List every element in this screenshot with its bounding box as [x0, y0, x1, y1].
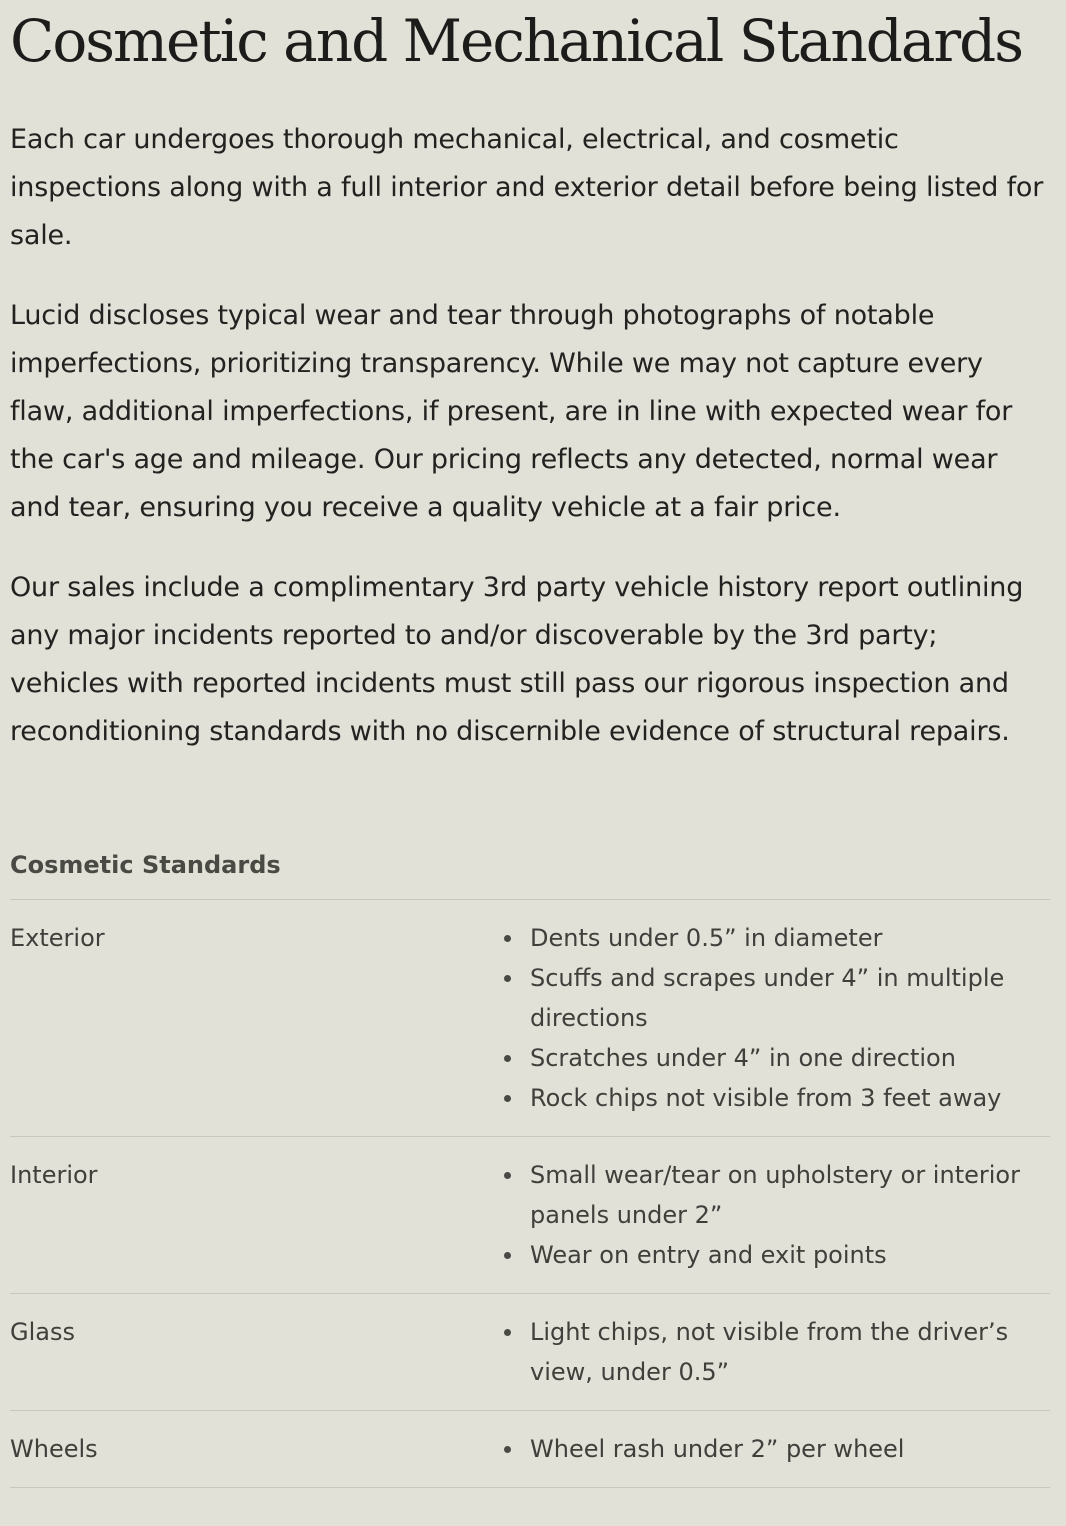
cosmetic-standards-table — [10, 900, 1050, 1488]
list-item: Scratches under 4” in one direction — [502, 1038, 1050, 1078]
intro-paragraph-inspection: Each car undergoes thorough mechanical, electrical, and cosmetic inspections along with a full interior and exterior detail before being listed for sale. — [10, 124, 1044, 251]
row-label: Glass — [10, 1318, 75, 1346]
intro-section — [10, 116, 1050, 756]
standards-row-glass — [10, 1294, 1050, 1411]
intro-paragraph-wear-and-tear: Lucid discloses typical wear and tear through photographs of notable imperfections, prioritizing transparency. While we may not capture every flaw, additional imperfections, if present, are in line with expected wear for the car's age and mileage. Our pricing reflects any detected, normal wear and tear, ensuring you receive a quality vehicle at a fair price. — [10, 300, 1013, 523]
list-item: Small wear/tear on upholstery or interior panels under 2” — [502, 1155, 1050, 1235]
row-label: Interior — [10, 1161, 98, 1189]
standards-row-exterior — [10, 900, 1050, 1137]
standards-list — [502, 918, 1050, 1118]
standards-row-wheels — [10, 1411, 1050, 1488]
row-label: Wheels — [10, 1435, 98, 1463]
standards-list — [502, 1312, 1050, 1392]
standards-list — [502, 1429, 1050, 1469]
row-label: Exterior — [10, 924, 105, 952]
list-item: Wheel rash under 2” per wheel — [502, 1429, 1050, 1469]
intro-paragraph-history-report: Our sales include a complimentary 3rd party vehicle history report outlining any major incidents reported to and/or discoverable by the 3rd party; vehicles with reported incidents must still pass our rigorous inspection and reconditioning standards with no discernible evidence of structural repairs. — [10, 572, 1024, 747]
list-item: Light chips, not visible from the driver’s view, under 0.5” — [502, 1312, 1050, 1392]
standards-list — [502, 1155, 1050, 1275]
page — [0, 6, 1066, 1526]
page-title: Cosmetic and Mechanical Standards — [10, 7, 1023, 75]
cosmetic-standards-heading: Cosmetic Standards — [10, 850, 1050, 900]
list-item: Wear on entry and exit points — [502, 1235, 1050, 1275]
list-item: Dents under 0.5” in diameter — [502, 918, 1050, 958]
standards-row-interior — [10, 1137, 1050, 1294]
list-item: Rock chips not visible from 3 feet away — [502, 1078, 1050, 1118]
list-item: Scuffs and scrapes under 4” in multiple directions — [502, 958, 1050, 1038]
